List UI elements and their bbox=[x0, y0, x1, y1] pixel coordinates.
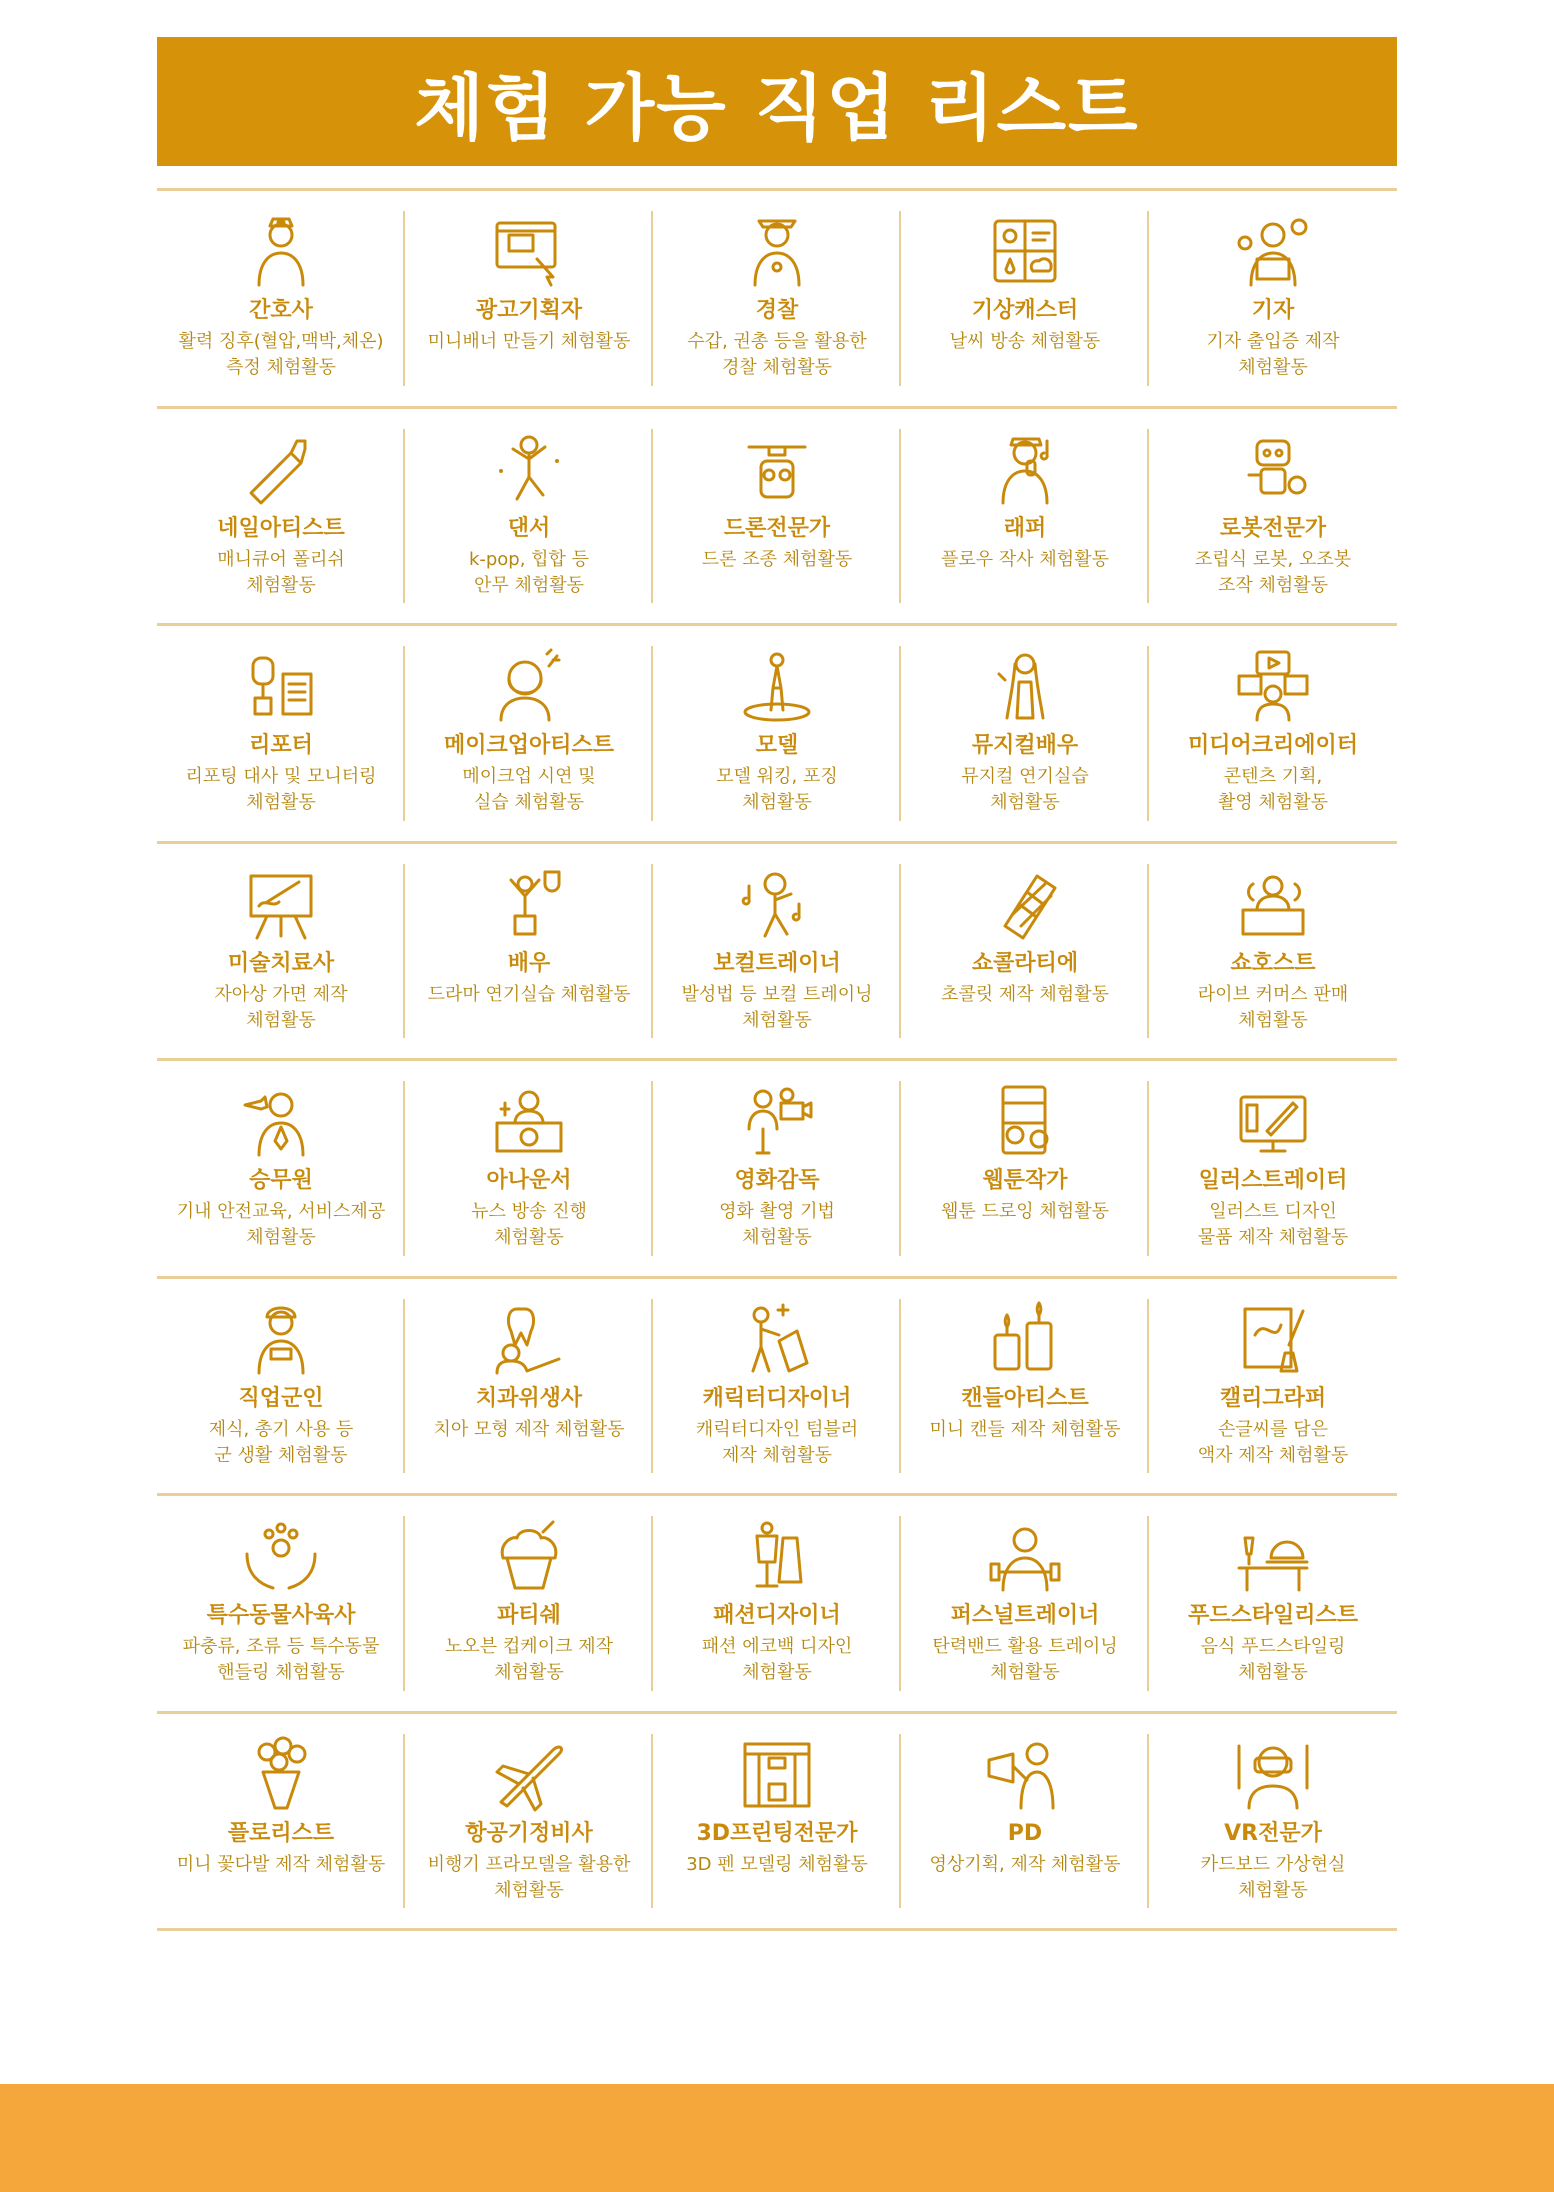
title-banner bbox=[157, 37, 1397, 166]
job-row bbox=[157, 841, 1397, 1059]
job-description: 미니배너 만들기 체험활동 bbox=[427, 331, 631, 352]
job-title: 경찰 bbox=[755, 298, 799, 323]
singer-icon bbox=[735, 866, 819, 942]
job-title: 보컬트레이너 bbox=[713, 950, 841, 976]
job-description: k-pop, 힙합 등 안무 체험활동 bbox=[468, 548, 590, 596]
mannequin-icon bbox=[735, 1518, 819, 1594]
job-card bbox=[1149, 1061, 1397, 1276]
model-icon bbox=[735, 648, 819, 724]
job-card bbox=[157, 1714, 405, 1929]
job-description: 초콜릿 제작 체험활동 bbox=[941, 983, 1109, 1005]
job-card bbox=[653, 844, 901, 1059]
job-description: 활력 징후(혈압,맥박,체온) 측정 체험활동 bbox=[178, 331, 384, 378]
job-description: 메이크업 시연 및 실습 체험활동 bbox=[462, 766, 596, 813]
job-description: 치아 모형 제작 체험활동 bbox=[433, 1418, 625, 1440]
job-description: 플로우 작사 체험활동 bbox=[941, 548, 1109, 570]
job-description: 기자 출입증 제작 체험활동 bbox=[1206, 331, 1340, 378]
job-card bbox=[405, 1061, 653, 1276]
job-title: 일러스트레이터 bbox=[1198, 1168, 1348, 1193]
job-card bbox=[901, 409, 1149, 624]
job-title: 배우 bbox=[507, 950, 551, 976]
soldier-icon bbox=[239, 1301, 323, 1377]
job-card bbox=[901, 1061, 1149, 1276]
job-description: 제식, 총기 사용 등 군 생활 체험활동 bbox=[208, 1418, 354, 1466]
job-card bbox=[901, 191, 1149, 406]
job-card bbox=[157, 191, 405, 406]
job-title: 캔들아티스트 bbox=[961, 1385, 1089, 1411]
show-host-icon bbox=[1231, 866, 1315, 942]
job-description: 음식 푸드스타일링 체험활동 bbox=[1200, 1636, 1346, 1683]
nail-polish-icon bbox=[239, 431, 323, 507]
job-title: 간호사 bbox=[249, 298, 313, 323]
job-title: 패션디자이너 bbox=[713, 1603, 841, 1628]
job-title: 리포터 bbox=[249, 733, 313, 758]
job-row bbox=[157, 1058, 1397, 1276]
job-card bbox=[405, 1496, 653, 1711]
job-title: 캘리그라퍼 bbox=[1219, 1385, 1327, 1411]
job-title: VR전문가 bbox=[1224, 1820, 1322, 1846]
film-camera-icon bbox=[735, 1083, 819, 1159]
job-description: 조립식 로봇, 오조봇 조작 체험활동 bbox=[1194, 548, 1352, 596]
job-description: 캐릭터디자인 텀블러 제작 체험활동 bbox=[695, 1418, 859, 1466]
easel-icon bbox=[239, 866, 323, 942]
job-description: 모델 워킹, 포징 체험활동 bbox=[716, 766, 838, 813]
job-description: 콘텐츠 기획, 촬영 체험활동 bbox=[1217, 766, 1329, 813]
job-title: 메이크업아티스트 bbox=[443, 733, 615, 758]
ad-screen-icon bbox=[487, 213, 571, 289]
job-title: 플로리스트 bbox=[227, 1820, 335, 1846]
job-title: 드론전문가 bbox=[723, 515, 831, 541]
job-card bbox=[901, 1496, 1149, 1711]
job-card bbox=[1149, 191, 1397, 406]
job-title: 아나운서 bbox=[486, 1168, 572, 1193]
makeup-icon bbox=[487, 648, 571, 724]
job-description: 뉴스 방송 진행 체험활동 bbox=[471, 1201, 587, 1248]
job-description: 3D 펜 모델링 체험활동 bbox=[686, 1853, 868, 1875]
job-title: 직업군인 bbox=[238, 1385, 324, 1411]
job-title: 뮤지컬배우 bbox=[971, 733, 1079, 758]
job-description: 파충류, 조류 등 특수동물 핸들링 체험활동 bbox=[182, 1636, 380, 1683]
actor-icon bbox=[487, 866, 571, 942]
news-desk-icon bbox=[487, 1083, 571, 1159]
flight-attendant-icon bbox=[239, 1083, 323, 1159]
vr-headset-icon bbox=[1231, 1736, 1315, 1812]
job-description: 기내 안전교육, 서비스제공 체험활동 bbox=[176, 1201, 386, 1248]
webtoon-icon bbox=[983, 1083, 1067, 1159]
tooth-icon bbox=[487, 1301, 571, 1377]
job-description: 매니큐어 폴리쉬 체험활동 bbox=[217, 548, 345, 596]
job-description: 리포팅 대사 및 모니터링 체험활동 bbox=[185, 766, 377, 813]
job-card bbox=[157, 1279, 405, 1494]
job-description: 날씨 방송 체험활동 bbox=[949, 331, 1101, 352]
job-description: 영화 촬영 기법 체험활동 bbox=[719, 1201, 835, 1248]
rapper-icon bbox=[983, 431, 1067, 507]
job-card bbox=[901, 1714, 1149, 1929]
job-row bbox=[157, 188, 1397, 406]
job-card bbox=[1149, 844, 1397, 1059]
job-title: 승무원 bbox=[249, 1168, 313, 1193]
job-title: 광고기획자 bbox=[475, 298, 583, 323]
job-card bbox=[653, 191, 901, 406]
page-title: 체험 가능 직업 리스트 bbox=[414, 65, 1140, 150]
candle-icon bbox=[983, 1301, 1067, 1377]
job-description: 노오븐 컵케이크 제작 체험활동 bbox=[445, 1636, 613, 1683]
chocolate-icon bbox=[983, 866, 1067, 942]
job-row bbox=[157, 1711, 1397, 1932]
job-title: 쇼콜라티에 bbox=[971, 950, 1079, 976]
job-row bbox=[157, 623, 1397, 841]
job-title: 치과위생사 bbox=[475, 1385, 583, 1411]
job-title: 기상캐스터 bbox=[971, 298, 1079, 323]
weather-icon bbox=[983, 213, 1067, 289]
job-title: 웹툰작가 bbox=[982, 1168, 1068, 1193]
food-table-icon bbox=[1231, 1518, 1315, 1594]
job-card bbox=[653, 1279, 901, 1494]
character-designer-icon bbox=[735, 1301, 819, 1377]
job-title: 영화감독 bbox=[734, 1168, 820, 1193]
job-title: 미디어크리에이터 bbox=[1187, 733, 1359, 758]
job-description: 드라마 연기실습 체험활동 bbox=[427, 983, 631, 1005]
job-card bbox=[157, 1061, 405, 1276]
drawing-tablet-icon bbox=[1231, 1083, 1315, 1159]
job-description: 탄력밴드 활용 트레이닝 체험활동 bbox=[932, 1636, 1118, 1683]
job-description: 카드보드 가상현실 체험활동 bbox=[1200, 1853, 1346, 1901]
job-card bbox=[653, 1496, 901, 1711]
job-description: 비행기 프라모델을 활용한 체험활동 bbox=[427, 1853, 631, 1901]
job-description: 라이브 커머스 판매 체험활동 bbox=[1197, 983, 1349, 1031]
job-card bbox=[653, 1061, 901, 1276]
job-card bbox=[653, 626, 901, 841]
airplane-icon bbox=[487, 1736, 571, 1812]
musical-actor-icon bbox=[983, 648, 1067, 724]
job-description: 드론 조종 체험활동 bbox=[701, 548, 853, 570]
3d-printer-icon bbox=[735, 1736, 819, 1812]
dancer-icon bbox=[487, 431, 571, 507]
job-description: 손글씨를 담은 액자 제작 체험활동 bbox=[1197, 1418, 1349, 1466]
job-title: 기자 bbox=[1251, 298, 1295, 323]
job-title: 캐릭터디자이너 bbox=[702, 1385, 852, 1411]
job-card bbox=[1149, 1496, 1397, 1711]
job-title: 퍼스널트레이너 bbox=[950, 1603, 1100, 1628]
job-description: 자아상 가면 제작 체험활동 bbox=[214, 983, 348, 1031]
job-title: 댄서 bbox=[507, 515, 551, 541]
job-title: 쇼호스트 bbox=[1230, 950, 1316, 976]
job-title: PD bbox=[1007, 1820, 1043, 1846]
job-description: 웹툰 드로잉 체험활동 bbox=[941, 1201, 1109, 1222]
job-card bbox=[1149, 1714, 1397, 1929]
job-description: 미니 꽃다발 제작 체험활동 bbox=[176, 1853, 386, 1875]
job-row bbox=[157, 406, 1397, 624]
drone-icon bbox=[735, 431, 819, 507]
microphone-icon bbox=[239, 648, 323, 724]
cupcake-icon bbox=[487, 1518, 571, 1594]
job-title: 로봇전문가 bbox=[1219, 515, 1327, 541]
job-title: 모델 bbox=[755, 733, 799, 758]
job-card bbox=[653, 409, 901, 624]
job-row bbox=[157, 1493, 1397, 1711]
job-description: 수갑, 권총 등을 활용한 경찰 체험활동 bbox=[687, 331, 867, 378]
nurse-icon bbox=[239, 213, 323, 289]
job-description: 일러스트 디자인 물품 제작 체험활동 bbox=[1197, 1201, 1349, 1248]
job-card bbox=[405, 1279, 653, 1494]
job-title: 항공기정비사 bbox=[465, 1820, 593, 1846]
job-grid bbox=[157, 188, 1397, 1931]
job-row bbox=[157, 1276, 1397, 1494]
police-icon bbox=[735, 213, 819, 289]
trainer-icon bbox=[983, 1518, 1067, 1594]
job-title: 래퍼 bbox=[1003, 515, 1047, 541]
job-card bbox=[1149, 1279, 1397, 1494]
job-title: 네일아티스트 bbox=[217, 515, 345, 541]
job-card bbox=[157, 1496, 405, 1711]
job-card bbox=[157, 844, 405, 1059]
job-card bbox=[405, 409, 653, 624]
job-card bbox=[901, 844, 1149, 1059]
job-card bbox=[157, 626, 405, 841]
job-title: 3D프린팅전문가 bbox=[696, 1820, 858, 1846]
job-title: 파티쉐 bbox=[497, 1603, 561, 1628]
paw-hands-icon bbox=[239, 1518, 323, 1594]
job-card bbox=[157, 409, 405, 624]
reporter-laptop-icon bbox=[1231, 213, 1315, 289]
job-card bbox=[405, 844, 653, 1059]
footer-bar bbox=[0, 2084, 1554, 2192]
megaphone-icon bbox=[983, 1736, 1067, 1812]
job-description: 패션 에코백 디자인 체험활동 bbox=[701, 1636, 853, 1683]
job-card bbox=[1149, 626, 1397, 841]
job-card bbox=[1149, 409, 1397, 624]
job-card bbox=[901, 1279, 1149, 1494]
job-description: 뮤지컬 연기실습 체험활동 bbox=[961, 766, 1089, 813]
job-description: 발성법 등 보컬 트레이닝 체험활동 bbox=[681, 983, 873, 1031]
job-card bbox=[653, 1714, 901, 1929]
robot-icon bbox=[1231, 431, 1315, 507]
job-card bbox=[405, 626, 653, 841]
job-title: 미술치료사 bbox=[227, 950, 335, 976]
job-title: 푸드스타일리스트 bbox=[1187, 1603, 1359, 1628]
job-title: 특수동물사육사 bbox=[206, 1603, 356, 1628]
job-description: 영상기획, 제작 체험활동 bbox=[929, 1853, 1121, 1875]
calligraphy-icon bbox=[1231, 1301, 1315, 1377]
job-card bbox=[901, 626, 1149, 841]
job-description: 미니 캔들 제작 체험활동 bbox=[929, 1418, 1121, 1440]
job-card bbox=[405, 1714, 653, 1929]
bouquet-icon bbox=[239, 1736, 323, 1812]
media-creator-icon bbox=[1231, 648, 1315, 724]
job-card bbox=[405, 191, 653, 406]
